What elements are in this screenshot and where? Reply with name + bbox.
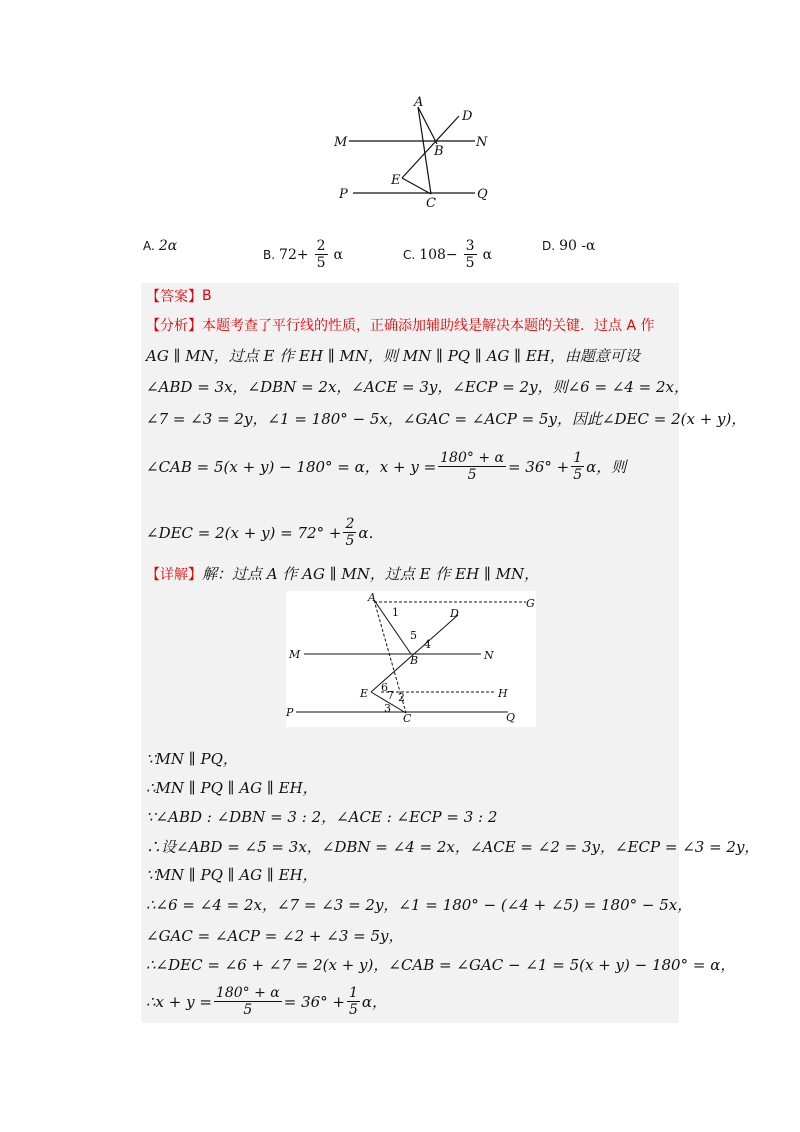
analysis-5-post: α，则 bbox=[586, 458, 627, 476]
label-a: A bbox=[368, 591, 376, 604]
detail-s2: ∴MN ∥ PQ ∥ AG ∥ EH， bbox=[146, 779, 318, 797]
option-b-lead: 72+ bbox=[279, 246, 309, 263]
detail-s9-den: 5 bbox=[243, 1002, 253, 1018]
detail-s5: ∵MN ∥ PQ ∥ AG ∥ EH， bbox=[146, 866, 318, 884]
label-n: N bbox=[484, 649, 494, 662]
label-b: B bbox=[434, 144, 444, 159]
detail-step-2 bbox=[146, 777, 318, 798]
label-q: Q bbox=[506, 711, 516, 724]
label-7: 7 bbox=[387, 689, 394, 702]
detail-figure-svg bbox=[286, 591, 536, 727]
detail-s4: ∴设∠ABD = ∠5 = 3x，∠DBN = ∠4 = 2x，∠ACE = ∠2 = 3y，∠ECP = ∠3 = 2y， bbox=[146, 838, 760, 856]
detail-s9-mid: = 36° + bbox=[283, 992, 345, 1011]
analysis-tag: 【分析】 bbox=[146, 318, 202, 334]
detail-s9-frac2 bbox=[347, 985, 360, 1018]
label-h: H bbox=[498, 687, 508, 700]
option-b-tail: α bbox=[333, 246, 343, 263]
detail-step-9 bbox=[146, 985, 387, 1018]
detail-s9-den2: 5 bbox=[349, 1002, 358, 1018]
label-d: D bbox=[462, 109, 473, 124]
label-p: P bbox=[339, 187, 348, 202]
detail-s6: ∴∠6 = ∠4 = 2x，∠7 = ∠3 = 2y，∠1 = 180° − (∠4 + ∠5) = 180° − 5x， bbox=[146, 896, 693, 914]
analysis-line-6 bbox=[146, 516, 384, 549]
option-c-den: 5 bbox=[465, 255, 475, 271]
detail-s1: ∵MN ∥ PQ， bbox=[146, 750, 238, 768]
label-e: E bbox=[360, 687, 369, 700]
detail-step-6 bbox=[146, 894, 692, 915]
option-b-num: 2 bbox=[316, 238, 326, 254]
analysis-5-mid: = 36° + bbox=[507, 457, 570, 476]
analysis-line-3 bbox=[146, 376, 689, 397]
option-c-fraction bbox=[464, 238, 477, 271]
segment-bd bbox=[402, 116, 459, 178]
detail-s7: ∠GAC = ∠ACP = ∠2 + ∠3 = 5y， bbox=[146, 927, 404, 945]
detail-step-7 bbox=[146, 925, 404, 946]
analysis-5-num: 180° + α bbox=[440, 450, 504, 466]
detail-s9-post: α， bbox=[361, 993, 388, 1011]
option-c-num: 3 bbox=[465, 238, 475, 254]
detail-s9-frac bbox=[214, 985, 282, 1018]
option-a-label: A. bbox=[143, 239, 155, 253]
label-c: C bbox=[426, 196, 436, 210]
geometry-figure-detail bbox=[286, 591, 536, 727]
answer-line bbox=[146, 286, 212, 306]
analysis-line-5 bbox=[146, 450, 626, 483]
analysis-text-2: AG ∥ MN，过点 E 作 EH ∥ MN，则 MN ∥ PQ ∥ AG ∥ EH，由题意可设 bbox=[146, 347, 640, 365]
detail-step-4 bbox=[146, 836, 759, 857]
label-p: P bbox=[286, 706, 294, 719]
label-3: 3 bbox=[384, 702, 391, 715]
label-n: N bbox=[476, 135, 488, 150]
label-d: D bbox=[450, 607, 459, 620]
option-b-fraction bbox=[315, 238, 328, 271]
detail-s3: ∵∠ABD : ∠DBN = 3 : 2，∠ACE : ∠ECP = 3 : 2 bbox=[146, 808, 498, 826]
detail-s9-num: 180° + α bbox=[215, 985, 280, 1001]
option-d bbox=[542, 238, 596, 254]
detail-s9-pre: ∴x + y = bbox=[146, 992, 212, 1011]
analysis-line-2 bbox=[146, 345, 640, 366]
answer-value: B bbox=[202, 288, 212, 304]
label-e: E bbox=[391, 173, 401, 188]
label-2: 2 bbox=[398, 691, 405, 704]
label-m: M bbox=[334, 135, 348, 150]
option-d-text: 90 -α bbox=[559, 238, 596, 254]
analysis-line-1 bbox=[146, 315, 654, 335]
analysis-6-post: α． bbox=[358, 524, 384, 542]
analysis-6-den: 5 bbox=[345, 533, 355, 549]
analysis-text-3: ∠ABD = 3x，∠DBN = 2x，∠ACE = 3y，∠ECP = 2y，则∠6 = ∠4 = 2x， bbox=[146, 378, 690, 396]
label-q: Q bbox=[477, 187, 488, 202]
detail-step-8 bbox=[146, 954, 735, 975]
analysis-5-den: 5 bbox=[467, 467, 477, 483]
option-b-label: B. bbox=[263, 247, 276, 262]
detail-step-3 bbox=[146, 806, 497, 827]
label-b: B bbox=[410, 654, 419, 667]
option-a-text: 2α bbox=[158, 238, 178, 254]
detail-tag: 【详解】 bbox=[146, 566, 202, 583]
analysis-text-1: 本题考查了平行线的性质，正确添加辅助线是解决本题的关键．过点 A 作 bbox=[202, 318, 655, 334]
option-c bbox=[403, 238, 492, 271]
analysis-5-pre: ∠CAB = 5(x + y) − 180° = α，x + y = bbox=[146, 458, 437, 476]
analysis-5-frac2 bbox=[571, 450, 584, 483]
detail-step-1 bbox=[146, 748, 238, 769]
option-b-den: 5 bbox=[316, 255, 326, 271]
segment-ec bbox=[402, 178, 431, 194]
geometry-figure-top bbox=[325, 92, 505, 210]
option-b bbox=[263, 238, 343, 271]
label-m: M bbox=[289, 648, 301, 661]
analysis-6-num: 2 bbox=[345, 516, 355, 532]
detail-intro: 解：过点 A 作 AG ∥ MN，过点 E 作 EH ∥ MN， bbox=[202, 565, 540, 583]
detail-step-5 bbox=[146, 864, 318, 885]
analysis-5-frac bbox=[438, 450, 506, 483]
label-4: 4 bbox=[424, 638, 431, 651]
option-c-lead: 108− bbox=[419, 246, 458, 263]
answer-tag: 【答案】 bbox=[146, 289, 202, 305]
detail-line-intro bbox=[146, 563, 539, 584]
option-d-label: D. bbox=[542, 239, 556, 253]
label-1: 1 bbox=[392, 606, 399, 619]
analysis-5-den2: 5 bbox=[573, 467, 583, 483]
option-c-tail: α bbox=[482, 246, 493, 263]
option-c-label: C. bbox=[403, 247, 416, 262]
label-a: A bbox=[414, 95, 424, 110]
detail-s8: ∴∠DEC = ∠6 + ∠7 = 2(x + y)，∠CAB = ∠GAC − ∠1 = 5(x + y) − 180° = α， bbox=[146, 956, 736, 974]
label-g: G bbox=[526, 597, 535, 610]
analysis-6-frac bbox=[343, 516, 356, 549]
label-5: 5 bbox=[410, 629, 417, 642]
option-a bbox=[143, 238, 177, 254]
analysis-text-4: ∠7 = ∠3 = 2y，∠1 = 180° − 5x，∠GAC = ∠ACP = 5y，因此∠DEC = 2(x + y)， bbox=[146, 410, 747, 428]
detail-s9-num2: 1 bbox=[349, 985, 358, 1001]
analysis-6-pre: ∠DEC = 2(x + y) = 72° + bbox=[146, 523, 342, 542]
analysis-5-num2: 1 bbox=[573, 450, 583, 466]
label-c: C bbox=[403, 712, 412, 725]
analysis-line-4 bbox=[146, 408, 746, 429]
label-6: 6 bbox=[381, 681, 388, 694]
